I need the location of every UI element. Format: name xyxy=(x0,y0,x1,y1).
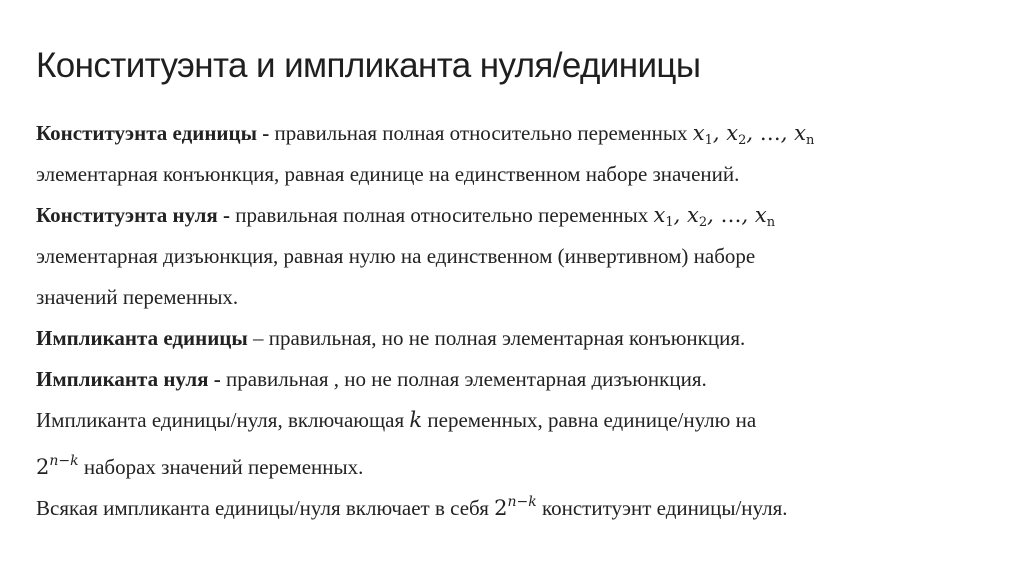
slide-title: Конституэнта и импликанта нуля/единицы xyxy=(36,46,701,85)
slide-body xyxy=(36,113,996,523)
p5-text-2: переменных, равна единице/нулю на xyxy=(422,408,757,432)
paragraph-implicant-includes xyxy=(36,482,996,523)
power-formula: $2^{n-k}$ xyxy=(494,494,537,520)
paragraph-implicant-zero xyxy=(36,359,996,400)
k-variable: k xyxy=(409,408,423,432)
term-implicant-zero: Импликанта нуля - xyxy=(36,367,221,391)
p2-text-2: элементарная дизъюнкция, равная нулю на единственном (инвертивном) наборе xyxy=(36,244,756,268)
paragraph-implicant-count-line-1 xyxy=(36,400,996,441)
p6-text-1: Всякая импликанта единицы/нуля включает в себя xyxy=(36,496,495,520)
p2-text-3: значений переменных. xyxy=(36,285,239,309)
paragraph-constituent-zero-line-2 xyxy=(36,236,996,277)
paragraph-implicant-one xyxy=(36,318,996,359)
p1-text-2: элементарная конъюнкция, равная единице на единственном наборе значений. xyxy=(36,162,740,186)
p5-text-1: Импликанта единицы/нуля, включающая xyxy=(36,408,410,432)
variables-formula: $x_1$, $x_2$, …, $x_n$ xyxy=(692,121,815,148)
paragraph-constituent-one-line-2 xyxy=(36,154,996,195)
term-constituent-zero: Конституэнта нуля - xyxy=(36,203,231,227)
paragraph-constituent-zero-line-1 xyxy=(36,195,996,236)
power-formula: $2^{n-k}$ xyxy=(36,453,79,479)
variables-formula: $x_1$, $x_2$, …, $x_n$ xyxy=(653,203,776,230)
p5-text-3: наборах значений переменных. xyxy=(78,455,364,479)
term-implicant-one: Импликанта единицы xyxy=(36,326,248,350)
p6-text-2: конституэнт единицы/нуля. xyxy=(536,496,788,520)
p3-text: – правильная, но не полная элементарная конъюнкция. xyxy=(247,326,746,350)
p4-text: правильная , но не полная элементарная дизъюнкция. xyxy=(220,367,707,391)
p2-text-1: правильная полная относительно переменных xyxy=(230,203,654,227)
paragraph-constituent-one-line-1 xyxy=(36,113,996,154)
paragraph-implicant-count-line-2 xyxy=(36,441,996,482)
paragraph-constituent-zero-line-3 xyxy=(36,277,996,318)
p1-text-1: правильная полная относительно переменных xyxy=(269,121,693,145)
term-constituent-one: Конституэнта единицы - xyxy=(36,121,270,145)
